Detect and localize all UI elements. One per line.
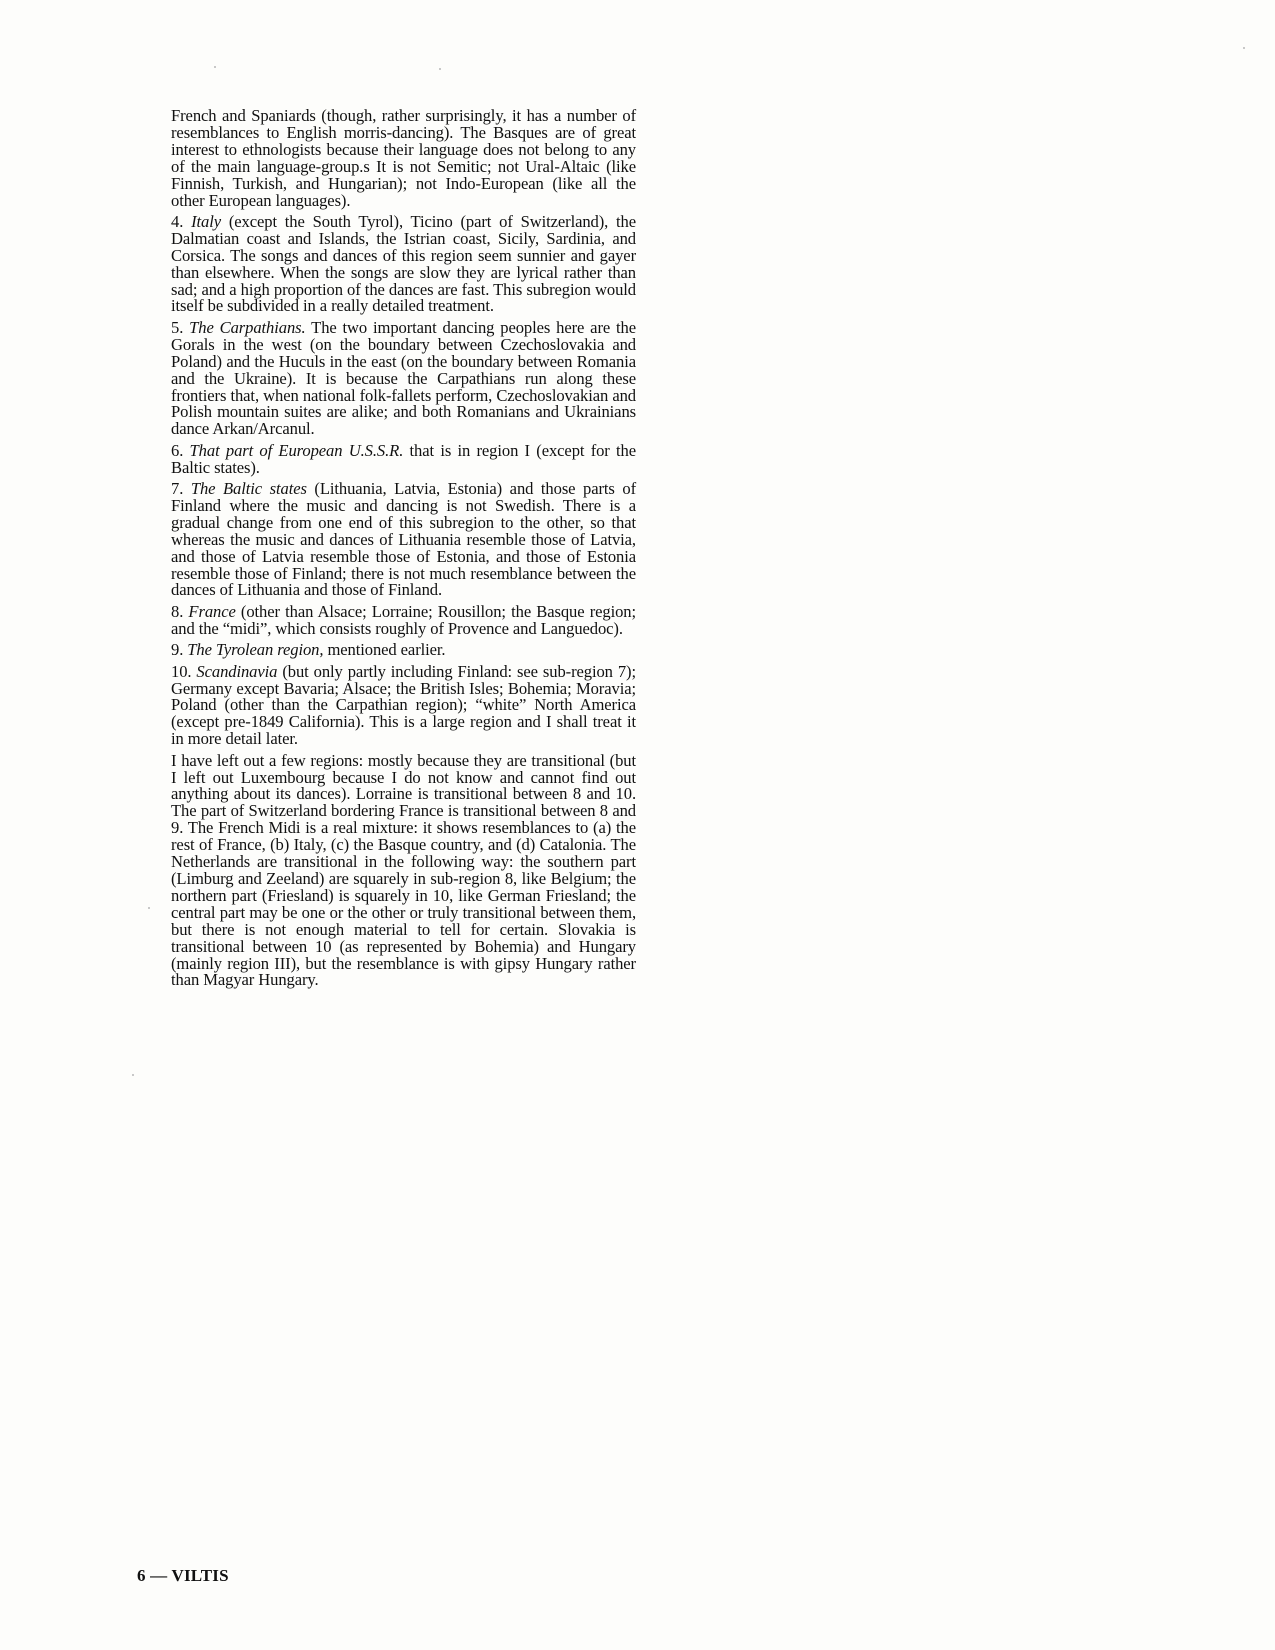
para-subregion-name: The Baltic states <box>190 479 307 499</box>
para-lead: 5. <box>171 317 190 337</box>
para-body: (other than Alsace; Lorraine; Rousillon; the Basque region; and the “midi”, which consists roughly of Provence and Languedoc). <box>171 601 636 638</box>
paragraph-france <box>171 601 636 638</box>
para-lead: 9. <box>171 640 188 660</box>
para-body: (Lithuania, Latvia, Estonia) and those parts of Finland where the music and dancing is not Swedish. There is a gradual change from one end of this subregion to the other, so that whereas the music and dances of Lithuania resemble those of Latvia, and those of Latvia resemble those of Estonia, and those of Estonia resemble those of Finland; there is not much resemblance between the dances of Lithuania and those of Finland. <box>171 479 637 600</box>
para-subregion-name: Scandinavia <box>196 661 278 681</box>
paragraph-carpathians <box>171 317 636 439</box>
para-body: The two important dancing peoples here are the Gorals in the west (on the boundary between Czechoslovakia and Poland) and the Huculs in the east (on the boundary between Romania and the Ukraine). It is because the Carpathians run along these frontiers that, when national folk-fallets perform, Czechoslovakian and Polish mountain suites are alike; and both Romanians and Ukrainians dance Arkan/Arcanul. <box>171 317 636 439</box>
scan-speck <box>214 66 216 68</box>
paragraph-tyrolean <box>171 642 636 659</box>
para-body: I have left out a few regions: mostly because they are transitional (but I left out Luxembourg because I do not know and cannot find out anything about its dances). Lorraine is transitional between 8 and 10. The part of Switzerland bordering France is transitional between 8 and 9. The French Midi is a real mixture: it shows resemblances to (a) the rest of France, (b) Italy, (c) the Basque country, and (d) Catalonia. The Netherlands are transitional in the following way: the southern part (Limburg and Zeeland) are squarely in sub-region 8, like Belgium; the northern part (Friesland) is squarely in 10, like German Friesland; the central part may be one or the other or truly transitional between them, but there is not enough material to tell for certain. Slovakia is transitional between 10 (as represented by Bohemia) and Hungary (mainly region III), but the resemblance is with gipsy Hungary rather than Magyar Hungary. <box>171 750 636 990</box>
para-subregion-name: The Tyrolean region, <box>187 640 324 660</box>
para-lead: 6. <box>171 440 190 460</box>
paragraph-basques <box>171 108 636 209</box>
scan-speck <box>439 68 441 70</box>
para-body: mentioned earlier. <box>323 640 446 660</box>
para-subregion-name: France <box>188 601 236 621</box>
scan-speck <box>132 1074 134 1076</box>
paragraph-transitional <box>171 750 636 990</box>
paragraph-scandinavia <box>171 661 636 749</box>
para-subregion-name: The Carpathians. <box>189 317 306 337</box>
article-column <box>171 108 636 994</box>
paragraph-ussr <box>171 440 637 477</box>
paragraph-italy <box>171 211 637 316</box>
para-subregion-name: That part of European U.S.S.R. <box>189 440 404 460</box>
para-lead: 4. <box>171 211 192 231</box>
scan-speck <box>148 907 150 909</box>
para-body: (but only partly including Finland: see sub-region 7); Germany except Bavaria; Alsace; the British Isles; Bohemia; Moravia; Poland (other than the Carpathian region); “white” North America (except pre-1849 California). This is a large region and I shall treat it in more detail later. <box>171 661 636 749</box>
para-lead: 8. <box>171 601 189 621</box>
paragraph-baltic <box>171 481 636 599</box>
para-body: that is in region I (except for the Baltic states). <box>171 440 637 477</box>
para-body: (except the South Tyrol), Ticino (part of Switzerland), the Dalmatian coast and Islands, the Istrian coast, Sicily, Sardinia, and Corsica. The songs and dances of this region seem sunnier and gayer than elsewhere. When the songs are slow they are lyrical rather than sad; and a high proportion of the dances are fast. This subregion would itself be subdivided in a really detailed treatment. <box>171 211 637 316</box>
para-lead: 7. <box>171 479 191 499</box>
para-body: French and Spaniards (though, rather surprisingly, it has a number of resemblances to English morris-dancing). The Basques are of great interest to ethnologists because their language does not belong to any of the main language-group.s It is not Semitic; not Ural-Altaic (like Finnish, Turkish, and Hungarian); not Indo-European (like all the other European languages). <box>171 106 636 210</box>
para-lead: 10. <box>171 661 197 681</box>
page-footer: 6 — VILTIS <box>137 1566 229 1585</box>
scan-speck <box>1243 47 1245 49</box>
para-subregion-name: Italy <box>191 211 221 231</box>
